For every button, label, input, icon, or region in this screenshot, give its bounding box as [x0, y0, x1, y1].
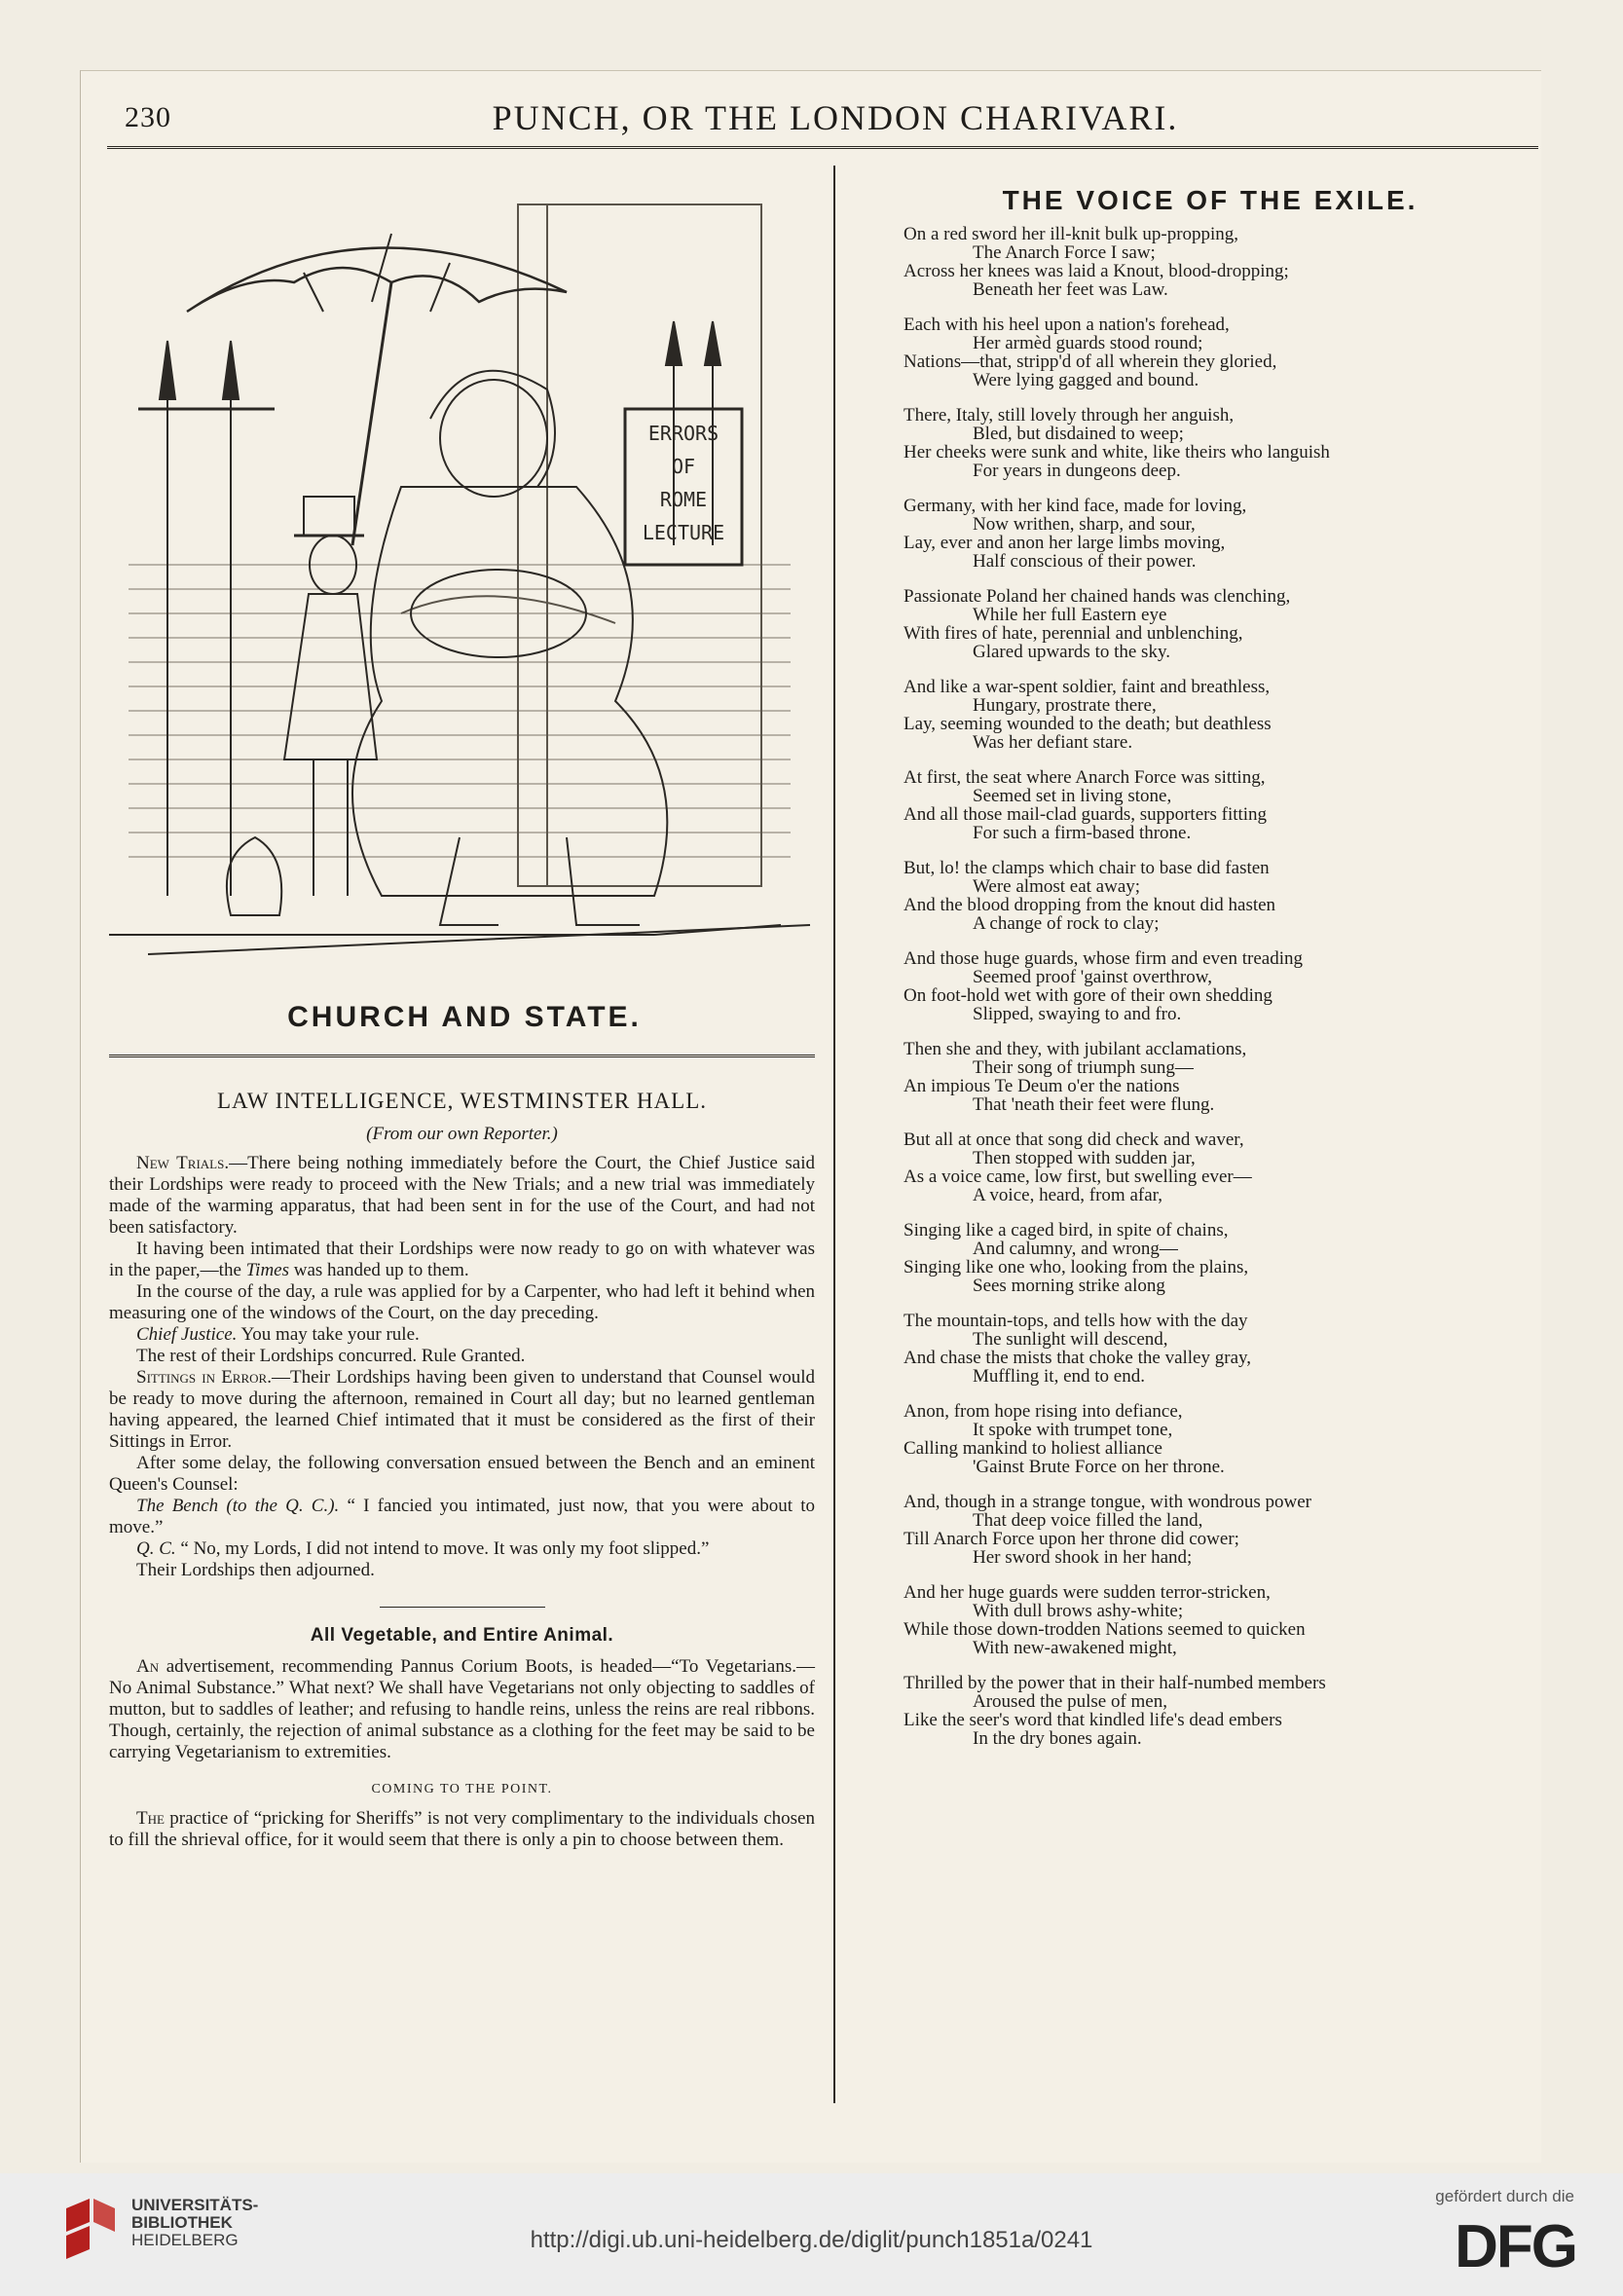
poem-line: Was her defiant stare. — [973, 732, 1133, 753]
running-head — [125, 97, 1546, 146]
poem-line: But, lo! the clamps which chair to base did fasten — [904, 858, 1270, 878]
article-law-intelligence — [109, 1091, 815, 1851]
poem-line: A voice, heard, from afar, — [973, 1185, 1162, 1205]
poem-line: With fires of hate, perennial and unblenching, — [904, 623, 1243, 644]
poem-line: Slipped, swaying to and fro. — [973, 1004, 1182, 1024]
funding-note: gefördert durch die — [1435, 2187, 1574, 2205]
run-in-head: Sittings in Error. — [136, 1367, 272, 1388]
poem-line: Muffling it, end to end. — [973, 1366, 1145, 1387]
poem-line: Lay, seeming wounded to the death; but deathless — [904, 714, 1272, 734]
paragraph: Their Lordships then adjourned. — [136, 1560, 375, 1580]
poem-line: Calling mankind to holiest alliance — [904, 1438, 1162, 1459]
poem-line: Her armèd guards stood round; — [973, 333, 1203, 353]
poem-stanza — [904, 1312, 1488, 1386]
poem-line: Across her knees was laid a Knout, blood-dropping; — [904, 261, 1289, 281]
paragraph-text: practice of “pricking for Sheriffs” is not very complimentary to the individuals chosen to fill the shrieval office, for it would seem that there is only a pin to choose between them. — [109, 1808, 815, 1850]
poem-line: Till Anarch Force upon her throne did cower; — [904, 1529, 1239, 1549]
poem-line: On a red sword her ill-knit bulk up-propping, — [904, 224, 1239, 244]
poem-stanza — [904, 1130, 1488, 1204]
poem-stanza — [904, 949, 1488, 1023]
journal-title: PUNCH, OR THE LONDON CHARIVARI. — [492, 98, 1179, 137]
poem-line: Bled, but disdained to weep; — [973, 424, 1184, 444]
poem-line: An impious Te Deum o'er the nations — [904, 1076, 1180, 1096]
poem-line: And calumny, and wrong— — [973, 1239, 1178, 1259]
page-number: 230 — [125, 101, 171, 133]
paragraph-text: It having been intimated that their Lordships were now ready to go on with whatever was in the paper,—the — [109, 1239, 815, 1280]
viewer-footer — [0, 2173, 1623, 2296]
poem-line: Singing like one who, looking from the plains, — [904, 1257, 1249, 1278]
library-name-line: HEIDELBERG — [131, 2231, 239, 2249]
poem-line: Seemed set in living stone, — [973, 786, 1172, 806]
poem-line: Aroused the pulse of men, — [973, 1691, 1167, 1712]
sign-line: OF — [671, 455, 696, 478]
cartoon-illustration — [109, 156, 820, 1033]
paragraph — [109, 1496, 815, 1538]
run-in-head: New Trials. — [136, 1153, 230, 1173]
sign-line: ROME — [659, 488, 708, 511]
poem-line: Thrilled by the power that in their half-numbed members — [904, 1673, 1326, 1693]
library-name-line: UNIVERSITÄTS- — [131, 2196, 259, 2214]
header-rule — [107, 146, 1538, 149]
paragraph-text: You may take your rule. — [237, 1324, 420, 1345]
poem-line: Anon, from hope rising into defiance, — [904, 1401, 1183, 1422]
paragraph: In the course of the day, a rule was applied for by a Carpenter, who had left it behind when measuring one of the windows of the Court, on the day preceding. — [109, 1281, 815, 1323]
poem-stanza — [904, 678, 1488, 752]
paragraph — [109, 1808, 815, 1851]
article-subtitle: (From our own Reporter.) — [366, 1124, 558, 1144]
poem-line: With dull brows ashy-white; — [973, 1601, 1184, 1621]
paragraph — [109, 1324, 815, 1346]
poem-line: Like the seer's word that kindled life's dead embers — [904, 1710, 1282, 1730]
paragraph: After some delay, the following conversation ensued between the Bench and an eminent Queen's Counsel: — [109, 1453, 815, 1495]
poem-line: And, though in a strange tongue, with wondrous power — [904, 1492, 1311, 1512]
poem-line: Passionate Poland her chained hands was clenching, — [904, 586, 1291, 607]
poem-stanza — [904, 1674, 1488, 1748]
poem-line: As a voice came, low first, but swelling ever— — [904, 1167, 1252, 1187]
speaker: Q. C. — [136, 1538, 176, 1559]
poem-line: And like a war-spent soldier, faint and breathless, — [904, 677, 1271, 697]
poem-stanza — [904, 406, 1488, 480]
speaker: Chief Justice. — [136, 1324, 238, 1345]
poem-line: Germany, with her kind face, made for loving, — [904, 496, 1247, 516]
paragraph-text: —Their Lordships having been given to understand that Counsel would be ready to move during the afternoon, remained in Court all day; but no learned gentleman having appeared, the learned Chief intimated that it must be considered as the first of their Sittings in Error. — [109, 1367, 815, 1452]
poem-line: Then she and they, with jubilant acclamations, — [904, 1039, 1247, 1059]
run-in-head: The — [136, 1808, 165, 1829]
poem-line: The Anarch Force I saw; — [973, 242, 1156, 263]
poem-line: And the blood dropping from the knout did hasten — [904, 895, 1276, 915]
left-column — [109, 156, 820, 1850]
sign-line: LECTURE — [642, 521, 725, 544]
column-divider — [833, 166, 835, 2103]
poem-line: But all at once that song did check and waver, — [904, 1129, 1244, 1150]
run-in-head: An — [136, 1656, 160, 1677]
poem-line: Half conscious of their power. — [973, 551, 1197, 572]
poem-line: For such a firm-based throne. — [973, 823, 1192, 843]
poem-stanza — [904, 859, 1488, 933]
poem-stanza — [904, 1493, 1488, 1567]
poem-line: While those down-trodden Nations seemed to quicken — [904, 1619, 1306, 1640]
library-name-line: BIBLIOTHEK — [131, 2213, 233, 2232]
poem-line: Each with his heel upon a nation's forehead, — [904, 315, 1230, 335]
poem-line: On foot-hold wet with gore of their own shedding — [904, 985, 1273, 1006]
poem-line: The sunlight will descend, — [973, 1329, 1168, 1350]
poem-stanza — [904, 587, 1488, 661]
poem-line: Her cheeks were sunk and white, like theirs who languish — [904, 442, 1330, 463]
poem-stanza — [904, 1402, 1488, 1476]
poem-line: Seemed proof 'gainst overthrow, — [973, 967, 1212, 987]
poem-line: 'Gainst Brute Force on her throne. — [973, 1457, 1225, 1477]
poem-line: Hungary, prostrate there, — [973, 695, 1157, 716]
paragraph — [109, 1538, 815, 1560]
article-title: All Vegetable, and Entire Animal. — [310, 1625, 614, 1646]
poem-stanza — [904, 497, 1488, 571]
poem-stanzas — [904, 225, 1488, 1748]
poem-line: Were almost eat away; — [973, 876, 1141, 897]
poem-line: Then stopped with sudden jar, — [973, 1148, 1196, 1168]
poem-line: At first, the seat where Anarch Force was sitting, — [904, 767, 1266, 788]
poem-stanza — [904, 1583, 1488, 1657]
poem-line: With new-awakened might, — [973, 1638, 1177, 1658]
poem-line: For years in dungeons deep. — [973, 461, 1181, 481]
poem-line: That 'neath their feet were flung. — [973, 1094, 1215, 1115]
cartoon-drawing — [109, 156, 820, 983]
poem-line: Sees morning strike along — [973, 1276, 1165, 1296]
permalink-url[interactable]: http://digi.ub.uni-heidelberg.de/diglit/punch1851a/0241 — [530, 2227, 1093, 2253]
speaker: The Bench (to the Q. C.). — [136, 1496, 340, 1516]
poem-line: In the dry bones again. — [973, 1728, 1142, 1749]
poem-stanza — [904, 768, 1488, 842]
poem-line: It spoke with trumpet tone, — [973, 1420, 1173, 1440]
divider — [380, 1607, 545, 1608]
poem-line: Glared upwards to the sky. — [973, 642, 1170, 662]
poem-line: Lay, ever and anon her large limbs moving, — [904, 533, 1226, 553]
paragraph-text: —There being nothing immediately before the Court, the Chief Justice said their Lordships were ready to proceed with the New Trials; and a new trial was immediately made of the warming apparatus, that had been sent in for the use of the Court, and had not been satisfactory. — [109, 1153, 815, 1238]
poem-stanza — [904, 1221, 1488, 1295]
poem-line: Now writhen, sharp, and sour, — [973, 514, 1196, 535]
poem-line: While her full Eastern eye — [973, 605, 1167, 625]
article-title: LAW INTELLIGENCE, WESTMINSTER HALL. — [216, 1089, 708, 1113]
poem-line: A change of rock to clay; — [973, 913, 1160, 934]
poem-line: Were lying gagged and bound. — [973, 370, 1199, 390]
poem-title: THE VOICE OF THE EXILE. — [1002, 185, 1419, 215]
poem-line: And chase the mists that choke the valley gray, — [904, 1348, 1252, 1368]
paragraph — [109, 1656, 815, 1763]
cartoon-caption: CHURCH AND STATE. — [287, 1001, 642, 1033]
paragraph — [109, 1367, 815, 1453]
poem-line: Nations—that, stripp'd of all wherein they gloried, — [904, 352, 1277, 372]
paragraph — [109, 1239, 815, 1281]
paragraph: The rest of their Lordships concurred. Rule Granted. — [136, 1346, 526, 1366]
paragraph-text: “ I fancied you intimated, just now, that you were about to move.” — [109, 1496, 816, 1537]
section-rule — [109, 1055, 815, 1057]
poem-stanza — [904, 225, 1488, 299]
poem-line: And those huge guards, whose firm and even treading — [904, 948, 1303, 969]
poem-line: Singing like a caged bird, in spite of chains, — [904, 1220, 1229, 1241]
right-column-poem — [904, 185, 1488, 1764]
poem-line: And her huge guards were sudden terror-stricken, — [904, 1582, 1271, 1603]
poem-stanza — [904, 315, 1488, 389]
poem-stanza — [904, 1040, 1488, 1114]
poem-line: The mountain-tops, and tells how with the day — [904, 1311, 1248, 1331]
poem-line: There, Italy, still lovely through her anguish, — [904, 405, 1235, 426]
dfg-logo[interactable]: DFG — [1455, 2213, 1576, 2280]
paragraph-text: “ No, my Lords, I did not intend to move. It was only my foot slipped.” — [175, 1538, 710, 1559]
newspaper-title: Times — [245, 1260, 289, 1280]
sign-line: ERRORS — [647, 422, 719, 445]
article-title: COMING TO THE POINT. — [371, 1782, 553, 1796]
paragraph-text: was handed up to them. — [289, 1260, 469, 1280]
errors-of-rome-sign — [625, 417, 742, 549]
poem-line: Their song of triumph sung— — [973, 1057, 1194, 1078]
poem-line: That deep voice filled the land, — [973, 1510, 1203, 1531]
poem-line: Her sword shook in her hand; — [973, 1547, 1193, 1568]
poem-line: Beneath her feet was Law. — [973, 279, 1168, 300]
paragraph-text: advertisement, recommending Pannus Corium Boots, is headed—“To Vegetarians.—No Animal Substance.” What next? We shall have Vegetarians not only objecting to saddles of mutton, but to saddles of leather; and refusing to handle reins, unless the reins are real ribbons. Though, certainly, the rejection of animal substance as a clothing for the feet may be said to be carrying Vegetarianism to extremities. — [109, 1656, 815, 1762]
paragraph — [109, 1153, 815, 1239]
poem-line: And all those mail-clad guards, supporters fitting — [904, 804, 1268, 825]
